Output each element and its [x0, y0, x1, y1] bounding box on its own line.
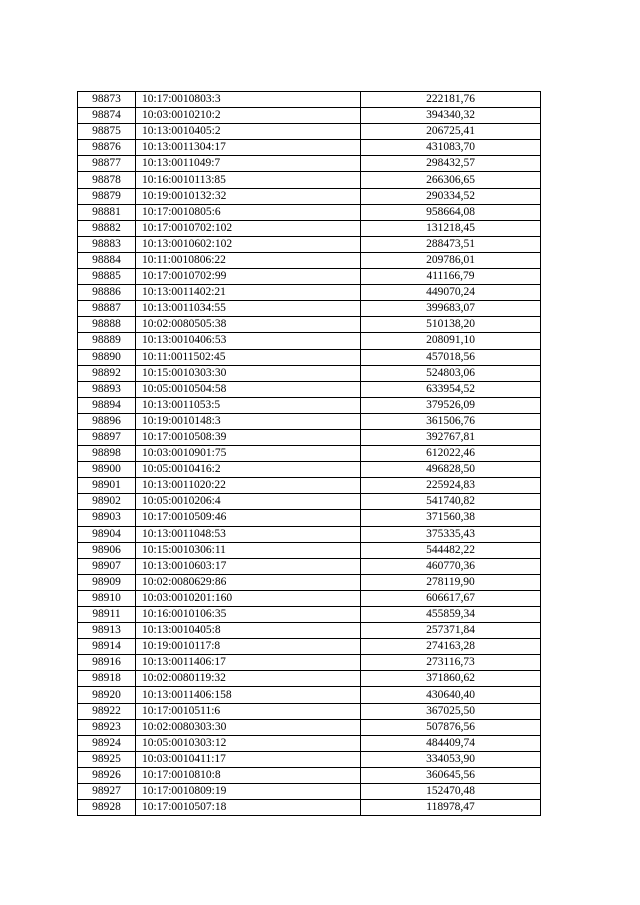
- amount-cell: 274163,28: [361, 639, 541, 655]
- amount-cell: 278119,90: [361, 574, 541, 590]
- cadastral-code-cell: 10:13:0011053:5: [136, 397, 361, 413]
- amount-cell: 394340,32: [361, 108, 541, 124]
- amount-cell: 524803,06: [361, 365, 541, 381]
- cadastral-code-cell: 10:05:0010416:2: [136, 462, 361, 478]
- row-id-cell: 98888: [78, 317, 136, 333]
- cadastral-code-cell: 10:17:0010810:8: [136, 767, 361, 783]
- amount-cell: 334053,90: [361, 751, 541, 767]
- cadastral-code-cell: 10:13:0010602:102: [136, 236, 361, 252]
- row-id-cell: 98873: [78, 92, 136, 108]
- row-id-cell: 98885: [78, 269, 136, 285]
- table-row: [78, 349, 541, 365]
- table-row: [78, 671, 541, 687]
- cadastral-code-cell: 10:17:0010803:3: [136, 92, 361, 108]
- amount-cell: 371560,38: [361, 510, 541, 526]
- cadastral-code-cell: 10:03:0010901:75: [136, 446, 361, 462]
- amount-cell: 399683,07: [361, 301, 541, 317]
- amount-cell: 225924,83: [361, 478, 541, 494]
- row-id-cell: 98913: [78, 623, 136, 639]
- cadastral-code-cell: 10:17:0010809:19: [136, 784, 361, 800]
- amount-cell: 449070,24: [361, 285, 541, 301]
- cadastral-code-cell: 10:03:0010201:160: [136, 590, 361, 606]
- table-row: [78, 703, 541, 719]
- row-id-cell: 98898: [78, 446, 136, 462]
- amount-cell: 257371,84: [361, 623, 541, 639]
- table-row: [78, 140, 541, 156]
- cadastral-code-cell: 10:02:0080629:86: [136, 574, 361, 590]
- table-row: [78, 220, 541, 236]
- cadastral-code-cell: 10:11:0010806:22: [136, 252, 361, 268]
- amount-cell: 131218,45: [361, 220, 541, 236]
- row-id-cell: 98901: [78, 478, 136, 494]
- table-row: [78, 735, 541, 751]
- row-id-cell: 98907: [78, 558, 136, 574]
- table-row: [78, 639, 541, 655]
- table-row: [78, 462, 541, 478]
- row-id-cell: 98920: [78, 687, 136, 703]
- row-id-cell: 98881: [78, 204, 136, 220]
- cadastral-code-cell: 10:15:0010306:11: [136, 542, 361, 558]
- row-id-cell: 98903: [78, 510, 136, 526]
- row-id-cell: 98886: [78, 285, 136, 301]
- row-id-cell: 98875: [78, 124, 136, 140]
- amount-cell: 222181,76: [361, 92, 541, 108]
- cadastral-code-cell: 10:17:0010507:18: [136, 800, 361, 816]
- cadastral-code-cell: 10:03:0010210:2: [136, 108, 361, 124]
- cadastral-code-cell: 10:02:0080303:30: [136, 719, 361, 735]
- row-id-cell: 98893: [78, 381, 136, 397]
- row-id-cell: 98926: [78, 767, 136, 783]
- table-row: [78, 252, 541, 268]
- table-row: [78, 429, 541, 445]
- table-row: [78, 413, 541, 429]
- amount-cell: 290334,52: [361, 188, 541, 204]
- cadastral-code-cell: 10:17:0010805:6: [136, 204, 361, 220]
- row-id-cell: 98927: [78, 784, 136, 800]
- amount-cell: 392767,81: [361, 429, 541, 445]
- cadastral-code-cell: 10:16:0010106:35: [136, 607, 361, 623]
- table-row: [78, 784, 541, 800]
- cadastral-code-cell: 10:13:0010406:53: [136, 333, 361, 349]
- cadastral-code-cell: 10:02:0080505:38: [136, 317, 361, 333]
- table-row: [78, 574, 541, 590]
- table-row: [78, 188, 541, 204]
- table-row: [78, 333, 541, 349]
- row-id-cell: 98897: [78, 429, 136, 445]
- row-id-cell: 98918: [78, 671, 136, 687]
- row-id-cell: 98889: [78, 333, 136, 349]
- cadastral-code-cell: 10:05:0010303:12: [136, 735, 361, 751]
- table-row: [78, 108, 541, 124]
- amount-cell: 298432,57: [361, 156, 541, 172]
- row-id-cell: 98909: [78, 574, 136, 590]
- cadastral-code-cell: 10:13:0011020:22: [136, 478, 361, 494]
- amount-cell: 266306,65: [361, 172, 541, 188]
- table-row: [78, 301, 541, 317]
- amount-cell: 430640,40: [361, 687, 541, 703]
- amount-cell: 288473,51: [361, 236, 541, 252]
- row-id-cell: 98882: [78, 220, 136, 236]
- row-id-cell: 98892: [78, 365, 136, 381]
- amount-cell: 612022,46: [361, 446, 541, 462]
- row-id-cell: 98904: [78, 526, 136, 542]
- amount-cell: 633954,52: [361, 381, 541, 397]
- cadastral-code-cell: 10:02:0080119:32: [136, 671, 361, 687]
- row-id-cell: 98896: [78, 413, 136, 429]
- amount-cell: 431083,70: [361, 140, 541, 156]
- row-id-cell: 98884: [78, 252, 136, 268]
- row-id-cell: 98911: [78, 607, 136, 623]
- cadastral-code-cell: 10:15:0010303:30: [136, 365, 361, 381]
- amount-cell: 209786,01: [361, 252, 541, 268]
- cadastral-code-cell: 10:13:0011402:21: [136, 285, 361, 301]
- table-row: [78, 558, 541, 574]
- table-row: [78, 124, 541, 140]
- table-row: [78, 446, 541, 462]
- cadastral-code-cell: 10:13:0010405:2: [136, 124, 361, 140]
- table-row: [78, 542, 541, 558]
- cadastral-code-cell: 10:13:0011304:17: [136, 140, 361, 156]
- row-id-cell: 98887: [78, 301, 136, 317]
- table-row: [78, 510, 541, 526]
- row-id-cell: 98890: [78, 349, 136, 365]
- cadastral-code-cell: 10:05:0010504:58: [136, 381, 361, 397]
- amount-cell: 958664,08: [361, 204, 541, 220]
- row-id-cell: 98924: [78, 735, 136, 751]
- cadastral-code-cell: 10:13:0011049:7: [136, 156, 361, 172]
- amount-cell: 206725,41: [361, 124, 541, 140]
- table-row: [78, 800, 541, 816]
- row-id-cell: 98902: [78, 494, 136, 510]
- table-row: [78, 751, 541, 767]
- cadastral-code-cell: 10:13:0010603:17: [136, 558, 361, 574]
- row-id-cell: 98922: [78, 703, 136, 719]
- cadastral-code-cell: 10:13:0010405:8: [136, 623, 361, 639]
- amount-cell: 360645,56: [361, 767, 541, 783]
- cadastral-code-cell: 10:13:0011048:53: [136, 526, 361, 542]
- cadastral-code-cell: 10:19:0010117:8: [136, 639, 361, 655]
- table-row: [78, 269, 541, 285]
- amount-cell: 152470,48: [361, 784, 541, 800]
- amount-cell: 457018,56: [361, 349, 541, 365]
- amount-cell: 507876,56: [361, 719, 541, 735]
- table-body: [78, 92, 541, 816]
- row-id-cell: 98906: [78, 542, 136, 558]
- cadastral-code-cell: 10:13:0011406:158: [136, 687, 361, 703]
- table-row: [78, 204, 541, 220]
- cadastral-code-cell: 10:16:0010113:85: [136, 172, 361, 188]
- row-id-cell: 98878: [78, 172, 136, 188]
- table-row: [78, 92, 541, 108]
- table-row: [78, 526, 541, 542]
- table-row: [78, 172, 541, 188]
- cadastral-code-cell: 10:17:0010509:46: [136, 510, 361, 526]
- row-id-cell: 98874: [78, 108, 136, 124]
- row-id-cell: 98928: [78, 800, 136, 816]
- row-id-cell: 98900: [78, 462, 136, 478]
- amount-cell: 455859,34: [361, 607, 541, 623]
- row-id-cell: 98916: [78, 655, 136, 671]
- amount-cell: 460770,36: [361, 558, 541, 574]
- table-row: [78, 687, 541, 703]
- table-row: [78, 590, 541, 606]
- table-row: [78, 719, 541, 735]
- table-row: [78, 381, 541, 397]
- table-row: [78, 397, 541, 413]
- cadastral-code-cell: 10:17:0010511:6: [136, 703, 361, 719]
- row-id-cell: 98877: [78, 156, 136, 172]
- table-row: [78, 365, 541, 381]
- table-row: [78, 623, 541, 639]
- cadastral-code-cell: 10:19:0010148:3: [136, 413, 361, 429]
- amount-cell: 375335,43: [361, 526, 541, 542]
- table-row: [78, 156, 541, 172]
- table-row: [78, 285, 541, 301]
- amount-cell: 361506,76: [361, 413, 541, 429]
- amount-cell: 208091,10: [361, 333, 541, 349]
- amount-cell: 606617,67: [361, 590, 541, 606]
- table-row: [78, 607, 541, 623]
- row-id-cell: 98925: [78, 751, 136, 767]
- cadastral-code-cell: 10:13:0011034:55: [136, 301, 361, 317]
- table-row: [78, 655, 541, 671]
- cadastral-code-cell: 10:05:0010206:4: [136, 494, 361, 510]
- cadastral-code-cell: 10:17:0010508:39: [136, 429, 361, 445]
- data-table: [77, 91, 541, 816]
- cadastral-code-cell: 10:11:0011502:45: [136, 349, 361, 365]
- amount-cell: 544482,22: [361, 542, 541, 558]
- table-row: [78, 494, 541, 510]
- row-id-cell: 98879: [78, 188, 136, 204]
- table-row: [78, 236, 541, 252]
- row-id-cell: 98883: [78, 236, 136, 252]
- row-id-cell: 98910: [78, 590, 136, 606]
- table-row: [78, 317, 541, 333]
- row-id-cell: 98923: [78, 719, 136, 735]
- row-id-cell: 98876: [78, 140, 136, 156]
- amount-cell: 484409,74: [361, 735, 541, 751]
- amount-cell: 371860,62: [361, 671, 541, 687]
- cadastral-code-cell: 10:13:0011406:17: [136, 655, 361, 671]
- amount-cell: 496828,50: [361, 462, 541, 478]
- amount-cell: 411166,79: [361, 269, 541, 285]
- cadastral-code-cell: 10:19:0010132:32: [136, 188, 361, 204]
- amount-cell: 510138,20: [361, 317, 541, 333]
- amount-cell: 118978,47: [361, 800, 541, 816]
- table-row: [78, 767, 541, 783]
- cadastral-code-cell: 10:17:0010702:99: [136, 269, 361, 285]
- amount-cell: 541740,82: [361, 494, 541, 510]
- amount-cell: 379526,09: [361, 397, 541, 413]
- amount-cell: 367025,50: [361, 703, 541, 719]
- cadastral-code-cell: 10:17:0010702:102: [136, 220, 361, 236]
- cadastral-code-cell: 10:03:0010411:17: [136, 751, 361, 767]
- row-id-cell: 98894: [78, 397, 136, 413]
- amount-cell: 273116,73: [361, 655, 541, 671]
- row-id-cell: 98914: [78, 639, 136, 655]
- table-row: [78, 478, 541, 494]
